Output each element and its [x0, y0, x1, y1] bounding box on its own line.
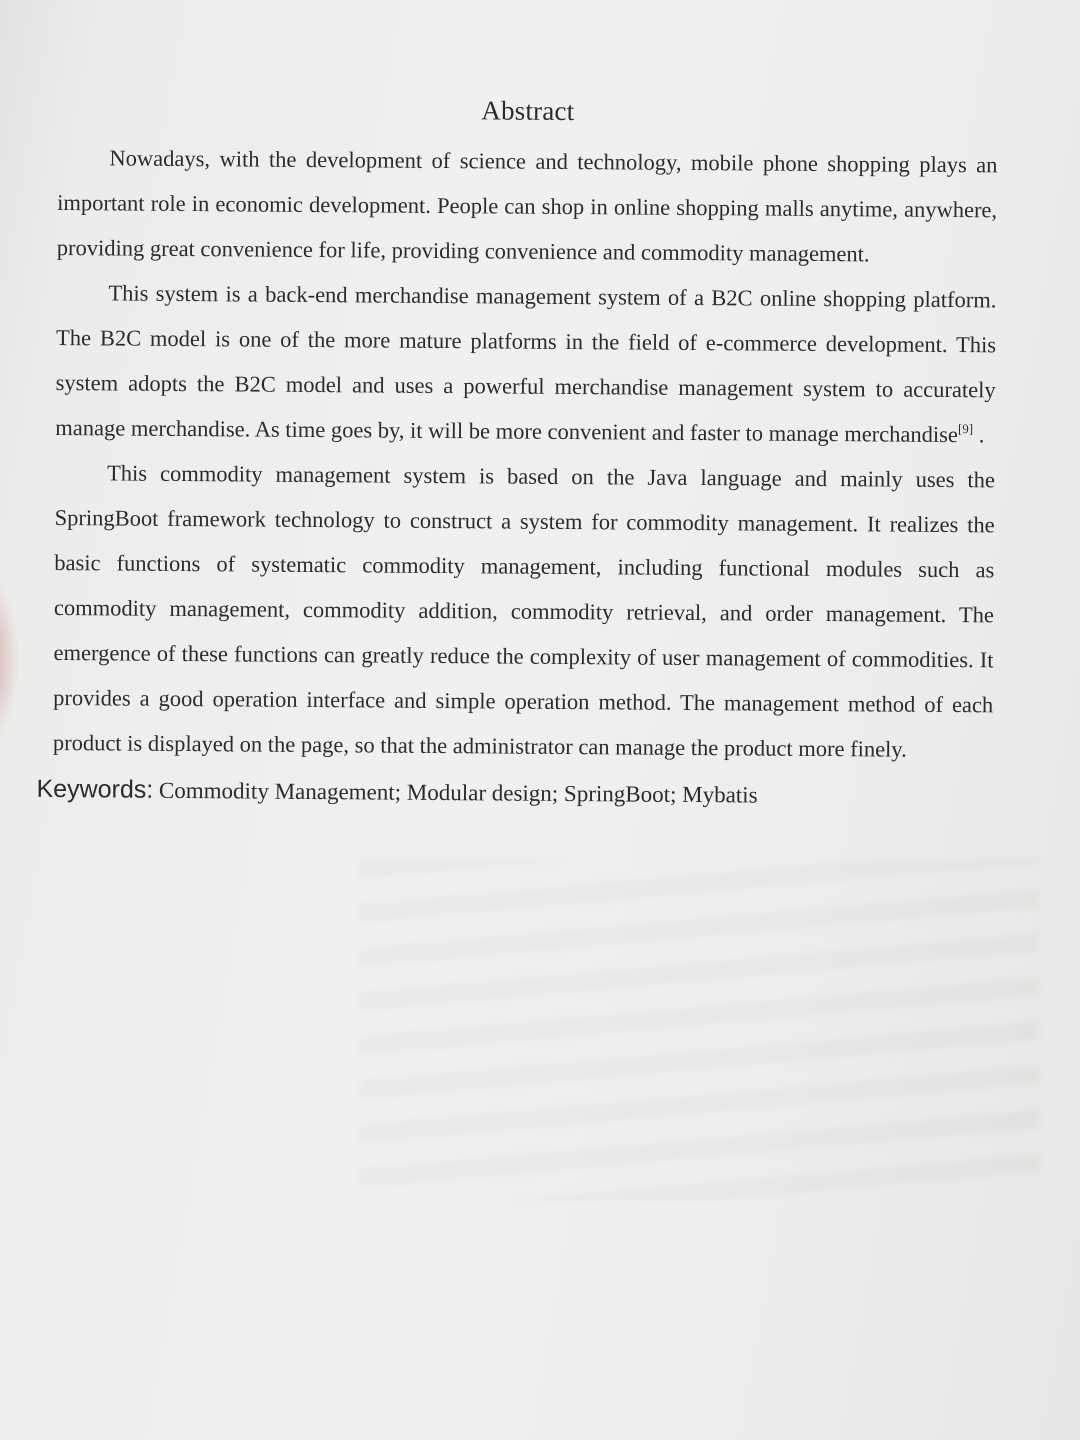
keywords-text: Commodity Management; Modular design; SpringBoot; Mybatis	[153, 777, 758, 808]
citation-ref: [9]	[957, 421, 974, 437]
finger-shadow	[0, 560, 20, 760]
abstract-title: Abstract	[481, 95, 575, 127]
paragraph-2	[55, 270, 996, 457]
citation-tail: .	[973, 422, 985, 448]
abstract-content	[36, 92, 998, 819]
paragraph-3: This commodity management system is based on the Java language and mainly uses the SpringBoot framework technology to construct a system for commodity management. It realizes the basic functions of systematic commodity management, including functional modules such as commodity management, commodity addition, commodity retrieval, and order management. The emergence of these functions can greatly reduce the complexity of user management of commodities. It provides a good operation interface and simple operation method. The management method of each product is displayed on the page, so that the administrator can manage the product more finely.	[52, 460, 996, 762]
show-through-text	[360, 860, 1040, 1200]
paragraph-1: Nowadays, with the development of science and technology, mobile phone shopping plays an important role in economic development. People can shop in online shopping malls anytime, anywhere, providing great convenience for life, providing convenience and commodity management.	[56, 145, 998, 267]
keywords-line	[36, 767, 992, 820]
keywords-label: Keywords:	[36, 774, 154, 804]
paragraph-2-text: This system is a back-end merchandise management system of a B2C online shopping platform. The B2C model is one of the more mature platforms in the field of e-commerce development. This system adopts the B2C model and uses a powerful merchandise management system to accurately manage merchandise. As time goes by, it will be more convenient and faster to manage merchandise	[55, 280, 997, 448]
